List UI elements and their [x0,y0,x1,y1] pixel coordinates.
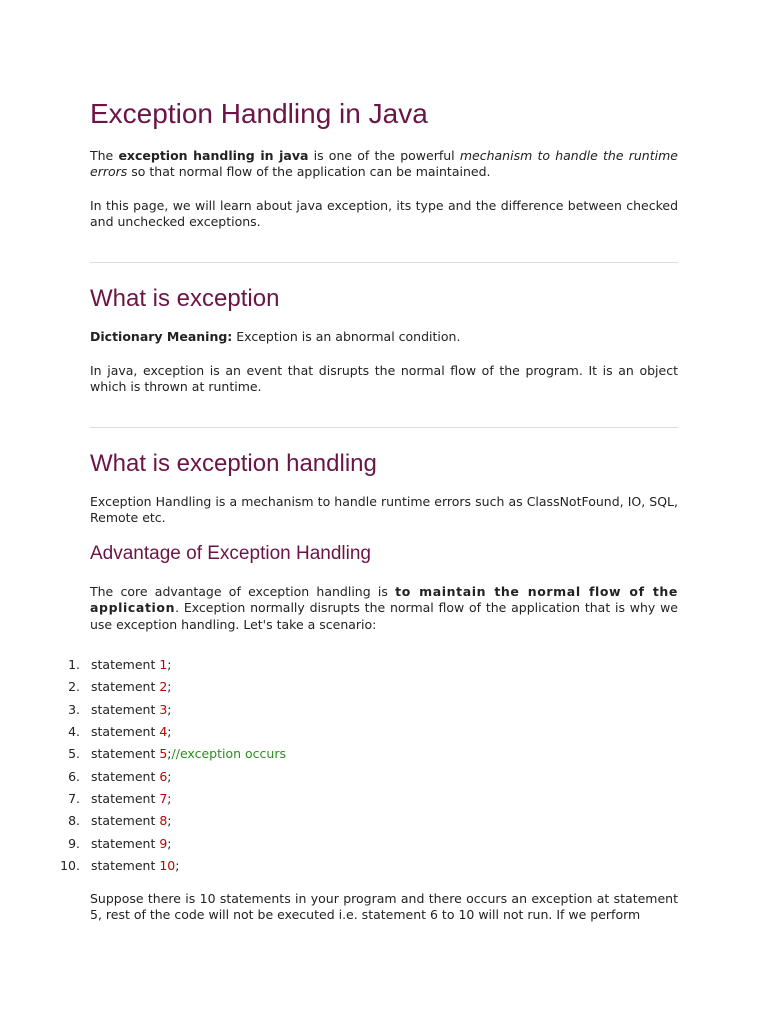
number-literal: 3 [159,701,168,717]
semicolon: ; [167,679,172,695]
number-literal: 2 [159,679,168,695]
code-line [0,654,600,676]
page-title: Exception Handling in Java [90,98,428,129]
divider [90,427,678,428]
divider [90,262,678,263]
intro-middle: is one of the powerful [308,148,460,163]
statement-text: statement [91,813,160,829]
code-line [0,699,600,721]
exception-definition: In java, exception is an event that disrupts the normal flow of the program. It is an object which is thrown at runtime. [90,363,678,395]
closing-paragraph: Suppose there is 10 statements in your program and there occurs an exception at statement 5, rest of the code will not be executed i.e. statement 6 to 10 will not run. If we perform [90,891,678,923]
number-literal: 5 [159,746,168,762]
semicolon: ; [167,835,172,851]
statement-text: statement [91,657,160,672]
line-number: 3. [68,701,80,717]
code-line [0,766,600,788]
intro-lead: The [90,148,119,163]
line-number: 8. [68,813,80,829]
code-listing [0,654,600,877]
statement-text: statement [91,679,160,695]
line-number: 9. [68,835,80,851]
semicolon: ; [167,791,172,807]
statement-text: statement [91,858,160,874]
intro-tail: so that normal flow of the application can be maintained. [127,164,491,180]
code-line [0,810,600,832]
intro-paragraph [90,148,678,181]
exception-handling-definition: Exception Handling is a mechanism to handle runtime errors such as ClassNotFound, IO, SQL, Remote etc. [90,494,678,526]
semicolon: ; [175,858,180,874]
line-number: 6. [68,768,80,784]
semicolon: ; [167,701,172,717]
semicolon: ; [167,657,172,672]
number-literal: 9 [159,835,168,851]
semicolon: ; [167,724,172,740]
intro-bold: exception handling in java [118,148,309,163]
line-number: 1. [68,657,80,672]
statement-text: statement [91,791,160,807]
section-heading-exception-handling: What is exception handling [90,450,377,477]
number-literal: 10 [159,858,176,874]
subheading-advantage: Advantage of Exception Handling [90,543,371,564]
dictionary-label: Dictionary Meaning: [90,329,233,344]
advantage-tail: . Exception normally disrupts the normal flow of the application that is why we use exception handling. Let's take a scenario: [90,600,678,632]
dictionary-meaning [90,329,678,345]
number-literal: 7 [159,791,168,807]
statement-text: statement [91,701,160,717]
line-number: 4. [68,724,80,740]
code-line [0,788,600,810]
code-line [0,721,600,743]
line-number: 7. [68,791,80,807]
semicolon: ; [167,768,172,784]
line-number: 5. [68,746,80,762]
semicolon: ; [167,746,172,762]
advantage-lead: The core advantage of exception handling is [90,584,396,599]
code-line [0,743,600,765]
dictionary-text: Exception is an abnormal condition. [232,329,461,344]
line-number: 10. [60,858,80,874]
statement-text: statement [91,724,160,740]
code-line [0,855,600,877]
code-line [0,833,600,855]
advantage-paragraph [90,584,678,633]
code-comment: //exception occurs [171,746,286,762]
number-literal: 4 [159,724,168,740]
advantage-bold: to maintain the normal flow of the application [90,584,679,616]
code-line [0,676,600,698]
number-literal: 8 [159,813,168,829]
section-heading-exception: What is exception [90,285,280,312]
semicolon: ; [167,813,172,829]
intro-italic: mechanism to handle the runtime errors [90,148,678,180]
statement-text: statement [91,835,160,851]
line-number: 2. [68,679,80,695]
statement-text: statement [91,746,160,762]
number-literal: 6 [159,768,168,784]
number-literal: 1 [159,657,168,672]
statement-text: statement [91,768,160,784]
intro-paragraph-2: In this page, we will learn about java exception, its type and the difference between checked and unchecked exceptions. [90,198,678,230]
